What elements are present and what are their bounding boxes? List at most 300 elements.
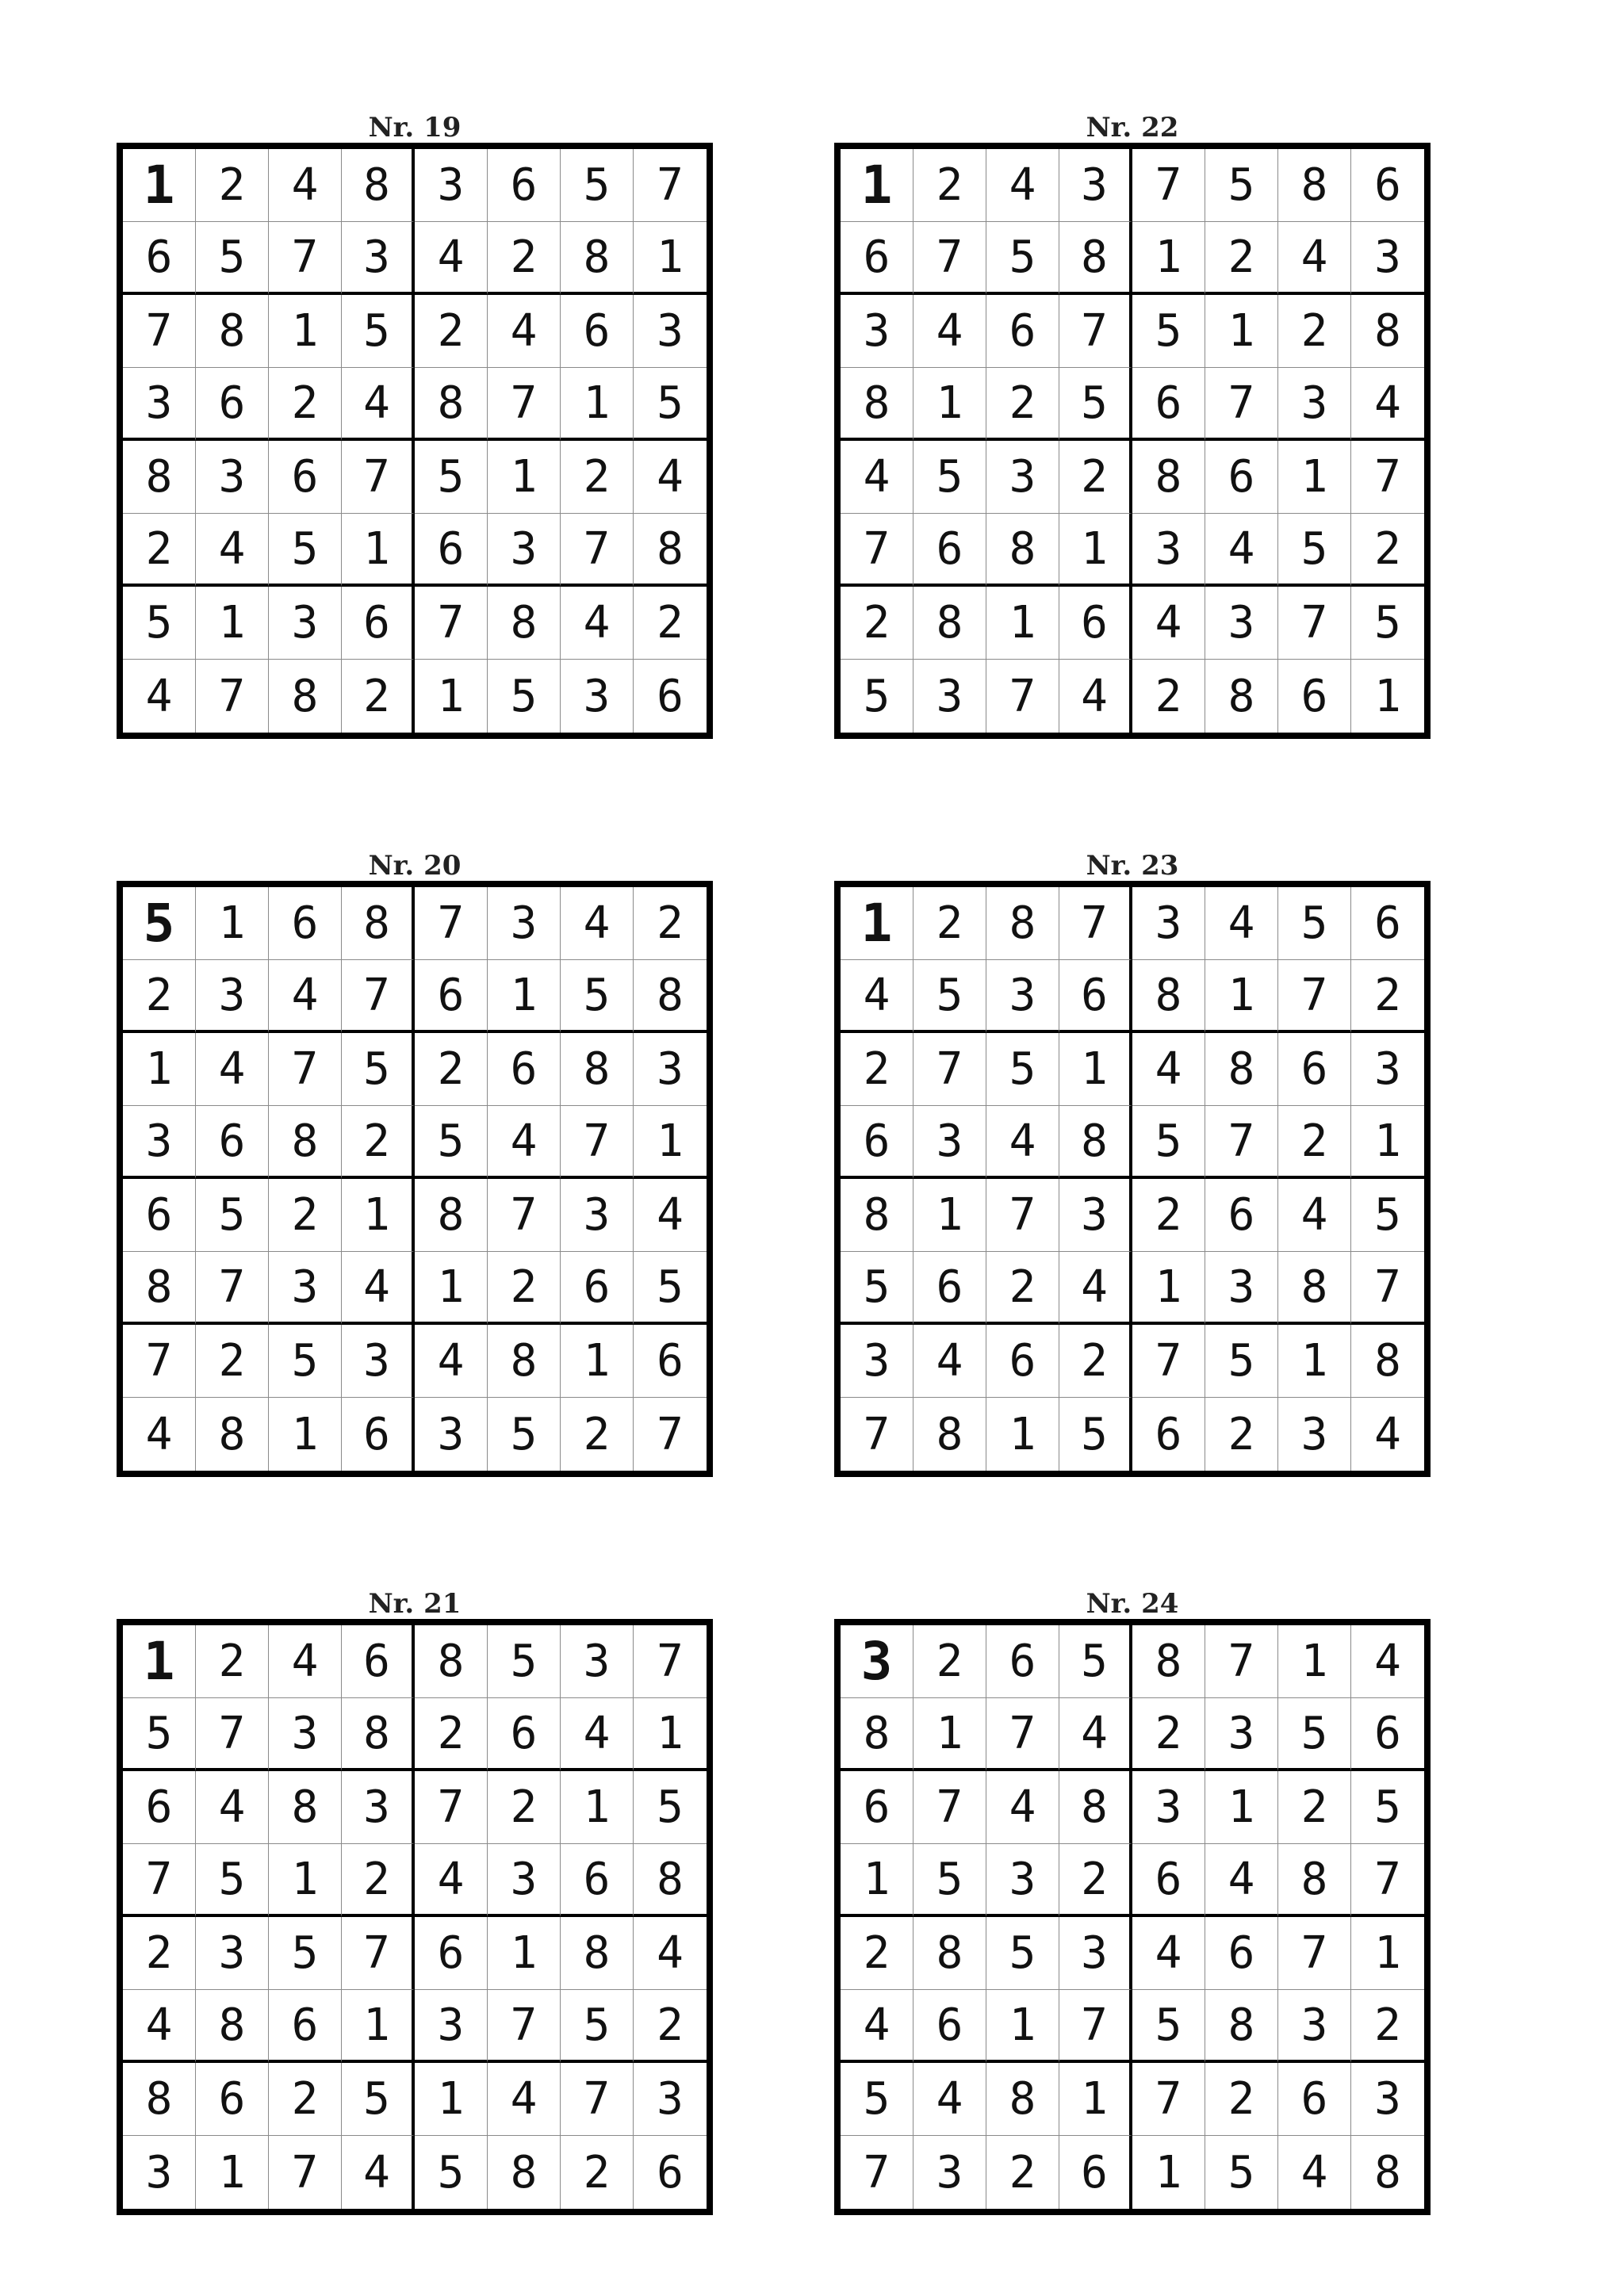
grid-cell: 6 (123, 1179, 196, 1252)
grid-cell: 7 (914, 222, 986, 295)
grid-cell: 2 (914, 887, 986, 960)
grid-cell: 4 (1205, 887, 1278, 960)
grid-cell: 2 (1132, 660, 1205, 733)
grid-cell: 2 (841, 587, 914, 660)
grid-cell: 5 (123, 1698, 196, 1771)
grid-cell: 4 (914, 1325, 986, 1398)
grid-cell: 1 (342, 1179, 415, 1252)
grid-cell: 7 (986, 1179, 1059, 1252)
sudoku-grid (117, 1619, 713, 2215)
grid-cell: 2 (269, 368, 342, 441)
grid-cell: 2 (342, 1106, 415, 1179)
grid-cell: 5 (196, 1179, 269, 1252)
grid-cell: 8 (1278, 1844, 1351, 1917)
grid-cell: 3 (488, 514, 561, 587)
grid-cell: 6 (1132, 1844, 1205, 1917)
grid-cell: 5 (634, 368, 707, 441)
grid-cell: 6 (1205, 441, 1278, 514)
grid-cell: 5 (841, 1252, 914, 1325)
grid-cell: 4 (196, 1771, 269, 1844)
grid-cell: 1 (196, 2136, 269, 2209)
grid-cell: 2 (1205, 222, 1278, 295)
grid-cell: 2 (1059, 1325, 1132, 1398)
grid-cell: 7 (634, 149, 707, 222)
grid-cell: 1 (1278, 1325, 1351, 1398)
grid-cell: 1 (561, 368, 634, 441)
grid-cell: 7 (488, 1990, 561, 2063)
grid-cell: 1 (415, 660, 488, 733)
grid-cell: 5 (986, 222, 1059, 295)
grid-cell: 4 (196, 1033, 269, 1106)
grid-cell: 3 (1351, 222, 1424, 295)
grid-cell: 3 (841, 1625, 914, 1698)
grid-cell: 3 (123, 2136, 196, 2209)
grid-cell: 2 (269, 2063, 342, 2136)
grid-cell: 6 (342, 1625, 415, 1698)
grid-cell: 4 (123, 660, 196, 733)
grid-cell: 3 (561, 1625, 634, 1698)
grid-cell: 3 (841, 1325, 914, 1398)
grid-cell: 4 (1132, 1033, 1205, 1106)
grid-cell: 3 (1059, 1917, 1132, 1990)
grid-cell: 3 (561, 1179, 634, 1252)
grid-cell: 2 (1278, 295, 1351, 368)
grid-cell: 8 (488, 1325, 561, 1398)
grid-cell: 1 (196, 887, 269, 960)
grid-cell: 1 (488, 441, 561, 514)
grid-cell: 8 (1278, 149, 1351, 222)
grid-cell: 2 (561, 441, 634, 514)
grid-cell: 7 (123, 1844, 196, 1917)
grid-cell: 6 (914, 1990, 986, 2063)
grid-cell: 7 (123, 295, 196, 368)
grid-cell: 2 (488, 1771, 561, 1844)
grid-cell: 7 (561, 514, 634, 587)
puzzle-title: Nr. 23 (1086, 850, 1179, 882)
grid-cell: 6 (415, 960, 488, 1033)
grid-cell: 6 (1059, 960, 1132, 1033)
sudoku-grid (117, 143, 713, 739)
grid-cell: 5 (1351, 587, 1424, 660)
grid-cell: 5 (841, 660, 914, 733)
grid-cell: 2 (123, 1917, 196, 1990)
grid-cell: 4 (269, 1625, 342, 1698)
grid-cell: 7 (488, 368, 561, 441)
grid-cell: 7 (196, 1252, 269, 1325)
grid-cell: 8 (488, 587, 561, 660)
grid-cell: 7 (1132, 2063, 1205, 2136)
grid-cell: 8 (634, 1844, 707, 1917)
grid-cell: 3 (269, 587, 342, 660)
grid-cell: 1 (269, 1844, 342, 1917)
grid-cell: 5 (1132, 295, 1205, 368)
grid-cell: 1 (634, 1698, 707, 1771)
grid-cell: 1 (342, 514, 415, 587)
grid-cell: 1 (634, 1106, 707, 1179)
grid-cell: 8 (561, 1033, 634, 1106)
grid-cell: 1 (986, 1990, 1059, 2063)
grid-cell: 5 (415, 441, 488, 514)
grid-cell: 1 (841, 1844, 914, 1917)
grid-cell: 6 (196, 1106, 269, 1179)
puzzle-title: Nr. 20 (368, 850, 462, 882)
grid-cell: 4 (914, 2063, 986, 2136)
grid-cell: 7 (841, 1398, 914, 1471)
grid-cell: 2 (1132, 1179, 1205, 1252)
grid-cell: 2 (561, 1398, 634, 1471)
grid-cell: 6 (1351, 1698, 1424, 1771)
grid-cell: 4 (342, 368, 415, 441)
grid-cell: 6 (1132, 368, 1205, 441)
grid-cell: 5 (123, 887, 196, 960)
grid-cell: 4 (1205, 514, 1278, 587)
grid-cell: 8 (1374, 2146, 1401, 2198)
grid-cell: 6 (561, 1844, 634, 1917)
grid-cell: 3 (1132, 887, 1205, 960)
grid-cell: 5 (1278, 887, 1351, 960)
grid-cell: 7 (1205, 1625, 1278, 1698)
grid-cell: 4 (561, 887, 634, 960)
grid-cell: 4 (634, 1917, 707, 1990)
grid-cell: 8 (123, 2063, 196, 2136)
grid-cell: 2 (488, 1252, 561, 1325)
grid-cell: 7 (1132, 149, 1205, 222)
grid-cell: 7 (415, 1771, 488, 1844)
grid-cell: 4 (634, 441, 707, 514)
grid-cell: 3 (123, 368, 196, 441)
grid-cell: 3 (1351, 1033, 1424, 1106)
puzzle-title: Nr. 22 (1086, 112, 1179, 144)
grid-cell: 1 (634, 222, 707, 295)
grid-cell: 4 (1278, 222, 1351, 295)
grid-cell: 3 (634, 2063, 707, 2136)
grid-cell: 7 (1132, 1325, 1205, 1398)
grid-cell: 2 (269, 1179, 342, 1252)
grid-cell: 5 (415, 2136, 488, 2209)
grid-cell: 8 (196, 295, 269, 368)
grid-cell: 6 (914, 514, 986, 587)
grid-cell: 6 (1278, 2063, 1351, 2136)
grid-cell: 8 (196, 1990, 269, 2063)
grid-cell: 3 (1205, 1252, 1278, 1325)
grid-cell: 6 (1278, 1033, 1351, 1106)
grid-cell: 7 (561, 1106, 634, 1179)
grid-cell: 1 (123, 1625, 196, 1698)
grid-cell: 5 (914, 441, 986, 514)
grid-cell: 5 (415, 1106, 488, 1179)
grid-cell: 1 (1278, 1625, 1351, 1698)
grid-cell: 7 (841, 514, 914, 587)
grid-cell: 3 (1059, 1179, 1132, 1252)
grid-cell: 4 (841, 1990, 914, 2063)
grid-cell: 3 (1351, 2063, 1424, 2136)
grid-cell: 1 (1351, 1106, 1424, 1179)
grid-cell: 1 (1351, 1917, 1424, 1990)
grid-cell: 8 (986, 514, 1059, 587)
grid-cell: 7 (561, 2063, 634, 2136)
grid-cell: 5 (986, 1917, 1059, 1990)
grid-cell: 6 (1351, 887, 1424, 960)
grid-cell: 7 (914, 1771, 986, 1844)
grid-cell: 4 (488, 1106, 561, 1179)
grid-cell: 2 (986, 1252, 1059, 1325)
puzzle-title: Nr. 24 (1086, 1588, 1179, 1620)
grid-cell: 4 (841, 441, 914, 514)
grid-cell: 8 (914, 587, 986, 660)
grid-cell: 8 (841, 368, 914, 441)
grid-cell: 1 (914, 1698, 986, 1771)
grid-cell: 2 (123, 960, 196, 1033)
sudoku-grid (834, 143, 1431, 739)
grid-cell: 1 (1132, 1252, 1205, 1325)
grid-cell: 6 (634, 1325, 707, 1398)
grid-cell: 3 (1205, 1698, 1278, 1771)
grid-cell: 5 (986, 1033, 1059, 1106)
grid-cell: 5 (914, 1844, 986, 1917)
grid-cell: 8 (1059, 222, 1132, 295)
grid-cell: 2 (342, 1844, 415, 1917)
grid-cell: 1 (123, 149, 196, 222)
grid-cell: 1 (914, 368, 986, 441)
grid-cell: 4 (841, 960, 914, 1033)
grid-cell: 8 (1205, 1033, 1278, 1106)
grid-cell: 6 (415, 514, 488, 587)
grid-cell: 8 (1059, 1106, 1132, 1179)
grid-cell: 1 (415, 2063, 488, 2136)
grid-cell: 5 (1059, 1625, 1132, 1698)
grid-cell: 7 (634, 1625, 707, 1698)
grid-cell: 3 (1278, 1990, 1351, 2063)
grid-cell: 8 (634, 960, 707, 1033)
grid-cell: 8 (415, 1625, 488, 1698)
grid-cell: 3 (914, 2136, 986, 2209)
grid-cell: 8 (841, 1698, 914, 1771)
grid-cell: 8 (914, 1398, 986, 1471)
grid-cell: 3 (986, 1844, 1059, 1917)
grid-cell: 4 (342, 2136, 415, 2209)
grid-cell: 2 (415, 1033, 488, 1106)
grid-cell: 1 (841, 149, 914, 222)
grid-cell: 1 (914, 1179, 986, 1252)
grid-cell: 4 (488, 295, 561, 368)
grid-cell: 5 (1278, 514, 1351, 587)
grid-cell: 8 (1132, 960, 1205, 1033)
grid-cell: 3 (634, 295, 707, 368)
grid-cell: 3 (342, 1771, 415, 1844)
grid-cell: 3 (342, 222, 415, 295)
grid-cell: 3 (1205, 587, 1278, 660)
grid-cell: 6 (1205, 1917, 1278, 1990)
grid-cell: 2 (1278, 1106, 1351, 1179)
grid-cell: 1 (1132, 2136, 1205, 2209)
grid-cell: 4 (415, 1844, 488, 1917)
grid-cell: 2 (1205, 1398, 1278, 1471)
grid-cell: 5 (1132, 1990, 1205, 2063)
grid-cell: 6 (196, 368, 269, 441)
grid-cell: 2 (634, 887, 707, 960)
grid-cell: 7 (1059, 1990, 1132, 2063)
grid-cell: 2 (1132, 1698, 1205, 1771)
grid-cell: 1 (841, 887, 914, 960)
grid-cell: 8 (123, 1252, 196, 1325)
grid-cell: 4 (196, 514, 269, 587)
grid-cell: 6 (269, 1990, 342, 2063)
grid-cell: 4 (1059, 660, 1132, 733)
grid-cell: 8 (269, 1106, 342, 1179)
grid-cell: 5 (1205, 2136, 1278, 2209)
grid-cell: 1 (986, 1398, 1059, 1471)
grid-cell: 8 (123, 441, 196, 514)
grid-cell: 1 (1278, 441, 1351, 514)
grid-cell: 7 (1278, 587, 1351, 660)
grid-cell: 2 (634, 1990, 707, 2063)
grid-cell: 7 (986, 1698, 1059, 1771)
grid-cell: 3 (269, 1698, 342, 1771)
grid-cell: 8 (1132, 441, 1205, 514)
grid-cell: 8 (342, 1698, 415, 1771)
grid-cell: 5 (1278, 1698, 1351, 1771)
grid-cell: 2 (914, 1625, 986, 1698)
grid-cell: 6 (488, 1698, 561, 1771)
grid-cell: 3 (196, 1917, 269, 1990)
grid-cell: 3 (561, 660, 634, 733)
grid-cell: 3 (1278, 368, 1351, 441)
grid-cell: 7 (196, 1698, 269, 1771)
grid-cell: 4 (1205, 1844, 1278, 1917)
grid-cell: 5 (1205, 149, 1278, 222)
grid-cell: 6 (841, 222, 914, 295)
grid-cell: 6 (1059, 2136, 1132, 2209)
grid-cell: 7 (269, 1033, 342, 1106)
grid-cell: 6 (1278, 660, 1351, 733)
grid-cell: 8 (634, 514, 707, 587)
grid-cell: 7 (342, 441, 415, 514)
grid-cell: 5 (561, 1990, 634, 2063)
grid-cell: 2 (841, 1033, 914, 1106)
grid-cell: 2 (1205, 2063, 1278, 2136)
grid-cell: 6 (657, 670, 684, 722)
grid-cell: 6 (561, 295, 634, 368)
grid-cell: 8 (415, 368, 488, 441)
grid-cell: 1 (123, 1033, 196, 1106)
grid-cell: 5 (1205, 1325, 1278, 1398)
grid-cell: 5 (1351, 1771, 1424, 1844)
grid-cell: 6 (488, 1033, 561, 1106)
grid-cell: 4 (986, 149, 1059, 222)
grid-cell: 2 (488, 222, 561, 295)
grid-cell: 7 (914, 1033, 986, 1106)
grid-cell: 1 (1059, 2063, 1132, 2136)
grid-cell: 3 (123, 1106, 196, 1179)
grid-cell: 3 (415, 1990, 488, 2063)
grid-cell: 4 (1059, 1698, 1132, 1771)
grid-cell: 5 (342, 1033, 415, 1106)
grid-cell: 7 (415, 587, 488, 660)
grid-cell: 3 (488, 1844, 561, 1917)
grid-cell: 5 (342, 295, 415, 368)
grid-cell: 5 (269, 1917, 342, 1990)
grid-cell: 1 (415, 1252, 488, 1325)
grid-cell: 2 (914, 149, 986, 222)
grid-cell: 7 (342, 1917, 415, 1990)
grid-cell: 7 (1205, 1106, 1278, 1179)
grid-cell: 6 (1205, 1179, 1278, 1252)
grid-cell: 5 (269, 514, 342, 587)
grid-cell: 5 (1059, 368, 1132, 441)
grid-cell: 8 (986, 2063, 1059, 2136)
grid-cell: 1 (269, 1398, 342, 1471)
grid-cell: 6 (561, 1252, 634, 1325)
grid-cell: 2 (841, 1917, 914, 1990)
grid-cell: 2 (1351, 960, 1424, 1033)
grid-cell: 5 (342, 2063, 415, 2136)
grid-cell: 8 (342, 887, 415, 960)
grid-cell: 1 (488, 960, 561, 1033)
grid-cell: 3 (342, 1325, 415, 1398)
grid-cell: 6 (1132, 1398, 1205, 1471)
grid-cell: 2 (986, 368, 1059, 441)
grid-cell: 4 (986, 1106, 1059, 1179)
grid-cell: 4 (415, 222, 488, 295)
grid-cell: 6 (123, 222, 196, 295)
grid-cell: 2 (1059, 1844, 1132, 1917)
grid-cell: 1 (196, 587, 269, 660)
grid-cell: 5 (1351, 1179, 1424, 1252)
grid-cell: 3 (269, 1252, 342, 1325)
grid-cell: 8 (1351, 1325, 1424, 1398)
grid-cell: 5 (488, 1398, 561, 1471)
grid-cell: 7 (269, 222, 342, 295)
grid-cell: 2 (123, 514, 196, 587)
grid-cell: 7 (1278, 960, 1351, 1033)
grid-cell: 5 (634, 1771, 707, 1844)
grid-cell: 4 (1278, 2136, 1351, 2209)
grid-cell: 1 (342, 1990, 415, 2063)
grid-cell: 7 (1059, 887, 1132, 960)
grid-cell: 5 (196, 1844, 269, 1917)
grid-cell: 6 (342, 587, 415, 660)
grid-cell: 4 (986, 1771, 1059, 1844)
grid-cell: 6 (657, 2146, 684, 2198)
grid-cell: 5 (123, 587, 196, 660)
grid-cell: 3 (914, 660, 986, 733)
grid-cell: 3 (488, 887, 561, 960)
grid-cell: 7 (123, 1325, 196, 1398)
grid-cell: 2 (415, 1698, 488, 1771)
grid-cell: 6 (841, 1771, 914, 1844)
grid-cell: 5 (488, 660, 561, 733)
grid-cell: 4 (914, 295, 986, 368)
grid-cell: 4 (342, 1252, 415, 1325)
grid-cell: 5 (196, 222, 269, 295)
grid-cell: 1 (986, 587, 1059, 660)
grid-cell: 5 (269, 1325, 342, 1398)
grid-cell: 6 (269, 441, 342, 514)
grid-cell: 8 (1059, 1771, 1132, 1844)
grid-cell: 8 (561, 1917, 634, 1990)
grid-cell: 4 (561, 1698, 634, 1771)
grid-cell: 2 (1351, 1990, 1424, 2063)
grid-cell: 2 (1059, 441, 1132, 514)
grid-cell: 5 (1132, 1106, 1205, 1179)
grid-cell: 4 (1374, 1408, 1401, 1460)
grid-cell: 4 (1278, 1179, 1351, 1252)
grid-cell: 4 (561, 587, 634, 660)
grid-cell: 4 (415, 1325, 488, 1398)
grid-cell: 4 (634, 1179, 707, 1252)
grid-cell: 6 (914, 1252, 986, 1325)
grid-cell: 7 (196, 660, 269, 733)
